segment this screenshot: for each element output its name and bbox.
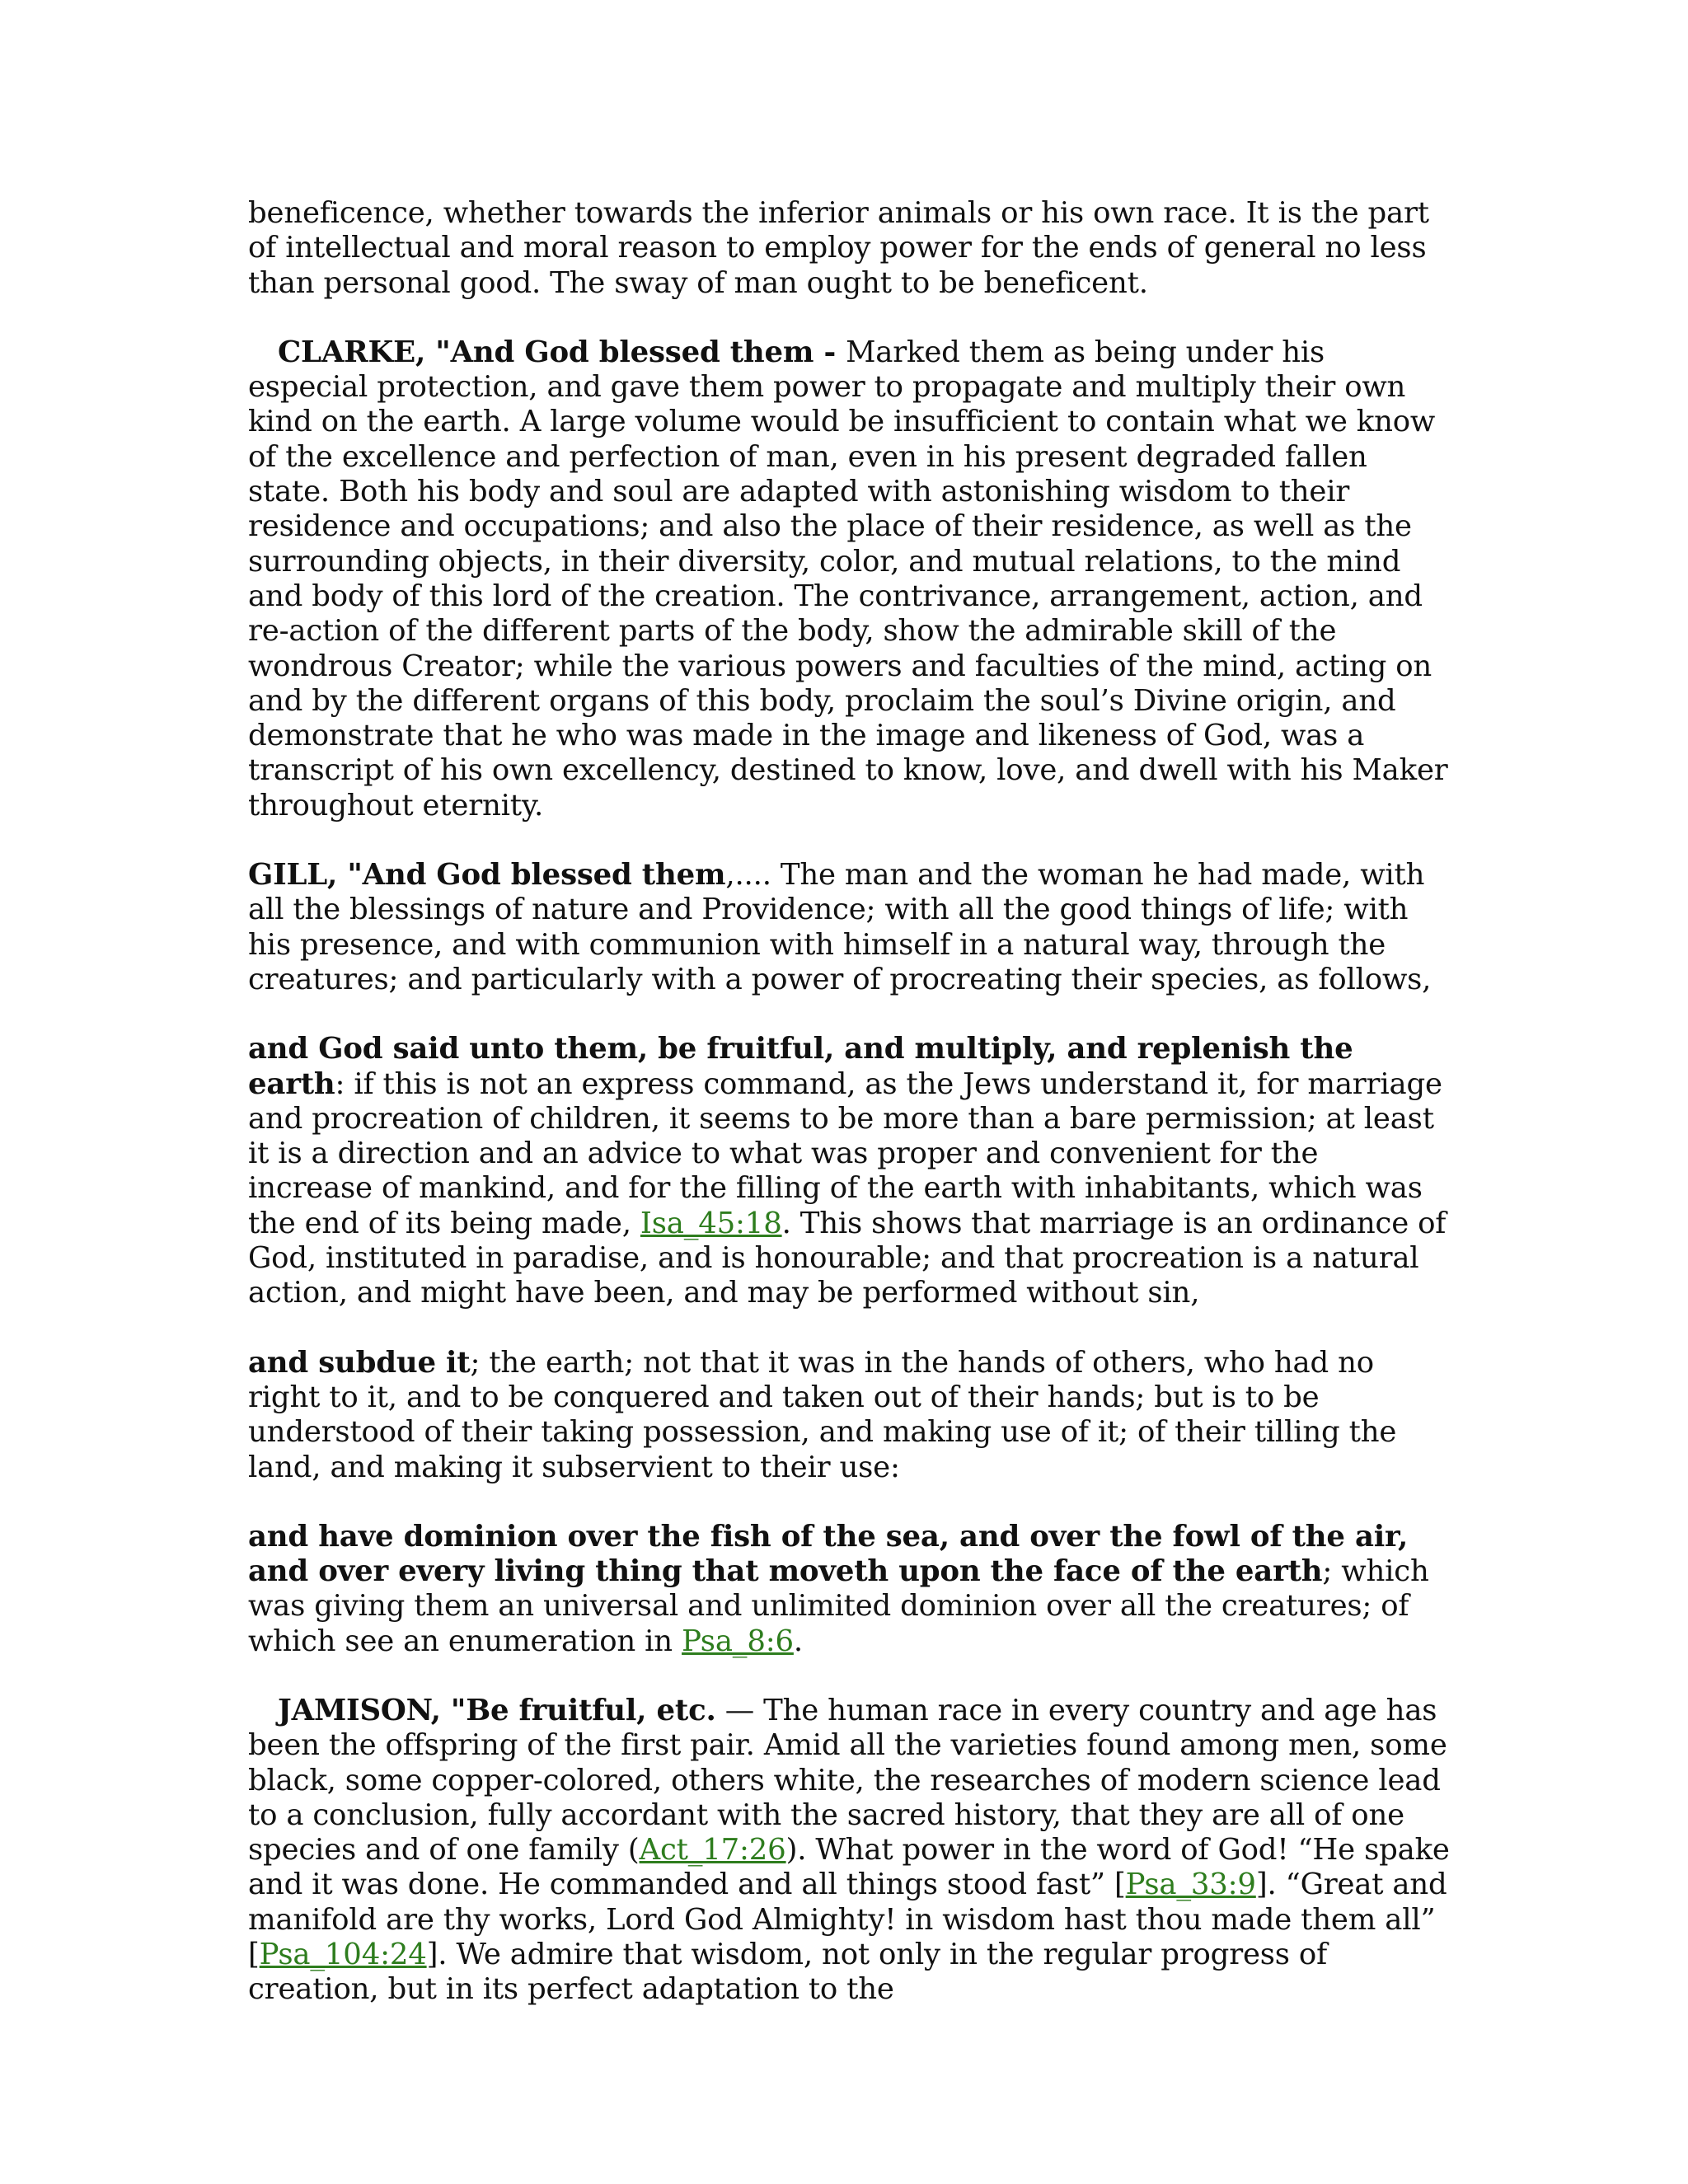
- paragraph-gill-subdue: [248, 1346, 1451, 1485]
- paragraph-text: ; which was giving them an universal and unlimited dominion over all the creatures; of which see an enumeration in: [248, 1554, 1429, 1658]
- scripture-link-psa-8-6[interactable]: Psa_8:6: [682, 1624, 794, 1658]
- verse-phrase-heading: and God said unto them, be fruitful, and multiply, and replenish the earth: [248, 1032, 1353, 1101]
- paragraph-gill-fruitful: [248, 1032, 1451, 1310]
- paragraph-jamison: [248, 1694, 1451, 2008]
- commentary-heading-clarke: CLARKE, "And God blessed them -: [278, 335, 846, 369]
- paragraph-text: .: [793, 1624, 803, 1658]
- scripture-link-psa-33-9[interactable]: Psa_33:9: [1125, 1868, 1256, 1902]
- paragraph-gill-dominion: [248, 1520, 1451, 1659]
- document-page: [248, 196, 1451, 2042]
- paragraph-text: ,.... The man and the woman he had made, with all the blessings of nature and Providence; with all the good things of life; with his presence, and with communion with himself in a natural way, through the creatures; and particularly with a power of procreating their species, as follows,: [248, 858, 1432, 996]
- paragraph-text: ; the earth; not that it was in the hands of others, who had no right to it, and to be conquered and taken out of their hands; but is to be understood of their taking possession, and making use of it; of their tilling the land, and making it subservient to their use:: [248, 1345, 1397, 1484]
- scripture-link-act-17-26[interactable]: Act_17:26: [639, 1833, 786, 1868]
- scripture-link-psa-104-24[interactable]: Psa_104:24: [259, 1938, 427, 1972]
- paragraph-text: . This shows that marriage is an ordinance of God, instituted in paradise, and is honourable; and that procreation is a natural action, and might have been, and may be performed without sin,: [248, 1206, 1447, 1310]
- commentary-heading-gill: GILL, "And God blessed them: [248, 858, 726, 893]
- paragraph-text: ). What power in the word of God! “He spake and it was done. He commanded and all things stood fast” [: [248, 1833, 1450, 1902]
- paragraph-text: Marked them as being under his especial protection, and gave them power to propagate and multiply their own kind on the earth. A large volume would be insufficient to contain what we know of the excellence and perfection of man, even in his present degraded fallen state. Both his body and soul are adapted with astonishing wisdom to their residence and occupations; and also the place of their residence, as well as the surrounding objects, in their diversity, color, and mutual relations, to the mind and body of this lord of the creation. The contrivance, arrangement, action, and re-action of the different parts of the body, show the admirable skill of the wondrous Creator; while the various powers and faculties of the mind, acting on and by the different organs of this body, proclaim the soul’s Divine origin, and demonstrate that he who was made in the image and likeness of God, was a transcript of his own excellency, destined to know, love, and dwell with his Maker throughout eternity.: [248, 335, 1448, 823]
- paragraph-beneficence: [248, 196, 1451, 301]
- scripture-link-isa-45-18[interactable]: Isa_45:18: [640, 1206, 782, 1240]
- paragraph-text: ]. “Great and manifold are thy works, Lord God Almighty! in wisdom hast thou made them all” [: [248, 1868, 1447, 1972]
- paragraph-gill: [248, 858, 1451, 997]
- paragraph-text: : if this is not an express command, as the Jews understand it, for marriage and procreation of children, it seems to be more than a bare permission; at least it is a direction and an advice to what was proper and convenient for the increase of mankind, and for the filling of the earth with inhabitants, which was the end of its being made,: [248, 1066, 1442, 1240]
- paragraph-text: — The human race in every country and age has been the offspring of the first pair. Amid all the varieties found among men, some black, some copper-colored, others white, the researches of modern science lead to a conclusion, fully accordant with the sacred history, that they are all of one species and of one family (: [248, 1693, 1447, 1868]
- paragraph-text: beneficence, whether towards the inferior animals or his own race. It is the part of intellectual and moral reason to employ power for the ends of general no less than personal good. The sway of man ought to be beneficent.: [248, 196, 1429, 300]
- paragraph-clarke: [248, 335, 1451, 823]
- verse-phrase-heading: and subdue it: [248, 1345, 471, 1380]
- verse-phrase-heading: and have dominion over the fish of the sea, and over the fowl of the air, and over every living thing that moveth upon the face of the earth: [248, 1519, 1409, 1589]
- commentary-heading-jamison: JAMISON, "Be fruitful, etc.: [278, 1693, 716, 1727]
- paragraph-text: ]. We admire that wisdom, not only in the regular progress of creation, but in its perfect adaptation to the: [248, 1938, 1328, 2007]
